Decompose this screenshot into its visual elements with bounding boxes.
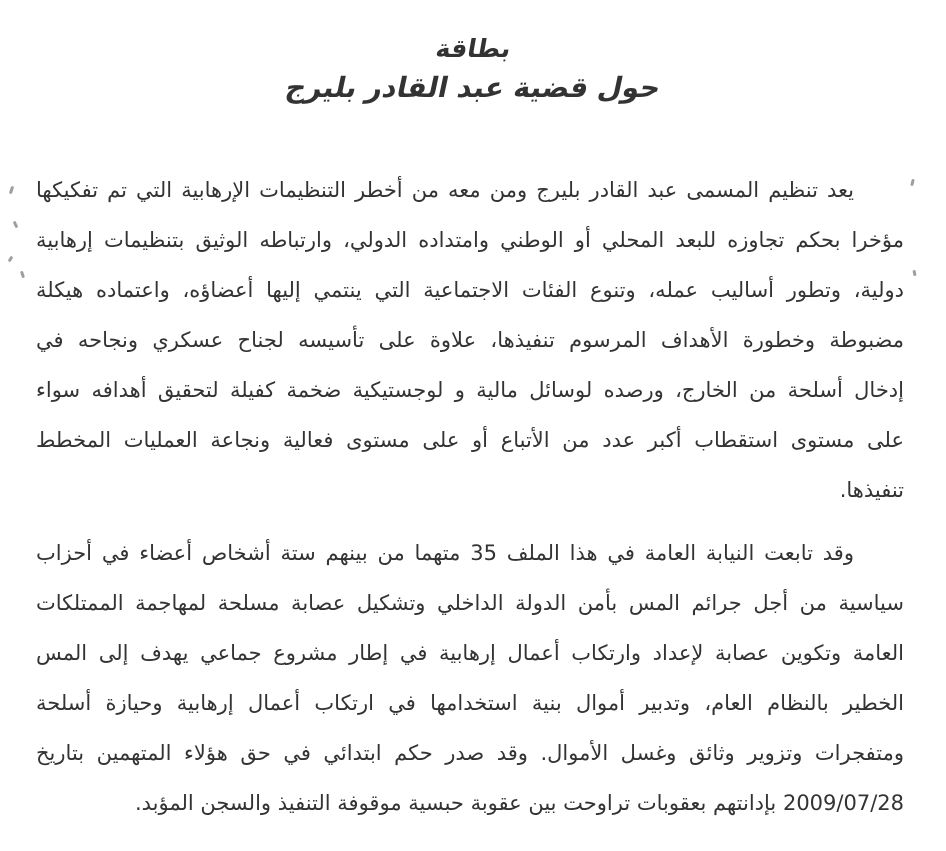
scan-artifact: [20, 271, 25, 279]
scan-artifact: [913, 270, 917, 276]
text-line: العامة وتكوين عصابة لإعداد وارتكاب أعمال إرهابية في إطار مشروع جماعي يهدف إلى المس: [36, 641, 904, 665]
document-header: [0, 0, 946, 108]
paragraph: [36, 165, 904, 515]
text-line: تنفيذها.: [839, 478, 904, 502]
text-line: وقد تابعت النيابة العامة في هذا الملف 35 متهما من بينهم ستة أشخاص أعضاء في أحزاب: [36, 541, 854, 565]
paragraph: [36, 528, 904, 828]
scan-artifact: [13, 221, 19, 229]
scan-artifact: [8, 256, 14, 263]
text-line: على مستوى استقطاب أكبر عدد من الأتباع أو على مستوى فعالية ونجاعة العمليات المخطط: [36, 428, 904, 452]
scan-artifact: [9, 186, 14, 195]
document-body: [36, 165, 904, 828]
document-subtitle: حول قضية عبد القادر بليرج: [282, 71, 664, 104]
scan-artifact: [910, 179, 915, 187]
text-line: مؤخرا بحكم تجاوزه للبعد المحلي أو الوطني وامتداده الدولي، وارتباطه الوثيق بتنظيمات إرهابية: [36, 228, 904, 252]
text-line: الخطير بالنظام العام، وتدبير أموال بنية استخدامها في ارتكاب أعمال إرهابية وحيازة أسلحة: [36, 691, 904, 715]
text-line: مضبوطة وخطورة الأهداف المرسوم تنفيذها، علاوة على تأسيسه لجناح عسكري ونجاحه في: [36, 328, 904, 352]
text-line: 2009/07/28 بإدانتهم بعقوبات تراوحت بين عقوبة حبسية موقوفة التنفيذ والسجن المؤبد.: [134, 791, 904, 815]
text-line: دولية، وتطور أساليب عمله، وتنوع الفئات الاجتماعية التي ينتمي إليها أعضاؤه، واعتماده هيكلة: [36, 278, 904, 302]
text-line: يعد تنظيم المسمى عبد القادر بليرج ومن معه من أخطر التنظيمات الإرهابية التي تم تفكيكها: [36, 178, 854, 202]
text-line: سياسية من أجل جرائم المس بأمن الدولة الداخلي وتشكيل عصابة مسلحة لمهاجمة الممتلكات: [36, 591, 904, 615]
text-line: إدخال أسلحة من الخارج، ورصده لوسائل مالية و لوجستيكية ضخمة كفيلة لتحقيق أهدافه سواء: [36, 378, 904, 402]
text-line: ومتفجرات وتزوير وثائق وغسل الأموال. وقد صدر حكم ابتدائي في حق هؤلاء المتهمين بتاريخ: [36, 741, 904, 765]
document-title: بطاقة: [433, 34, 513, 63]
document-subtitle-row: [0, 68, 946, 108]
